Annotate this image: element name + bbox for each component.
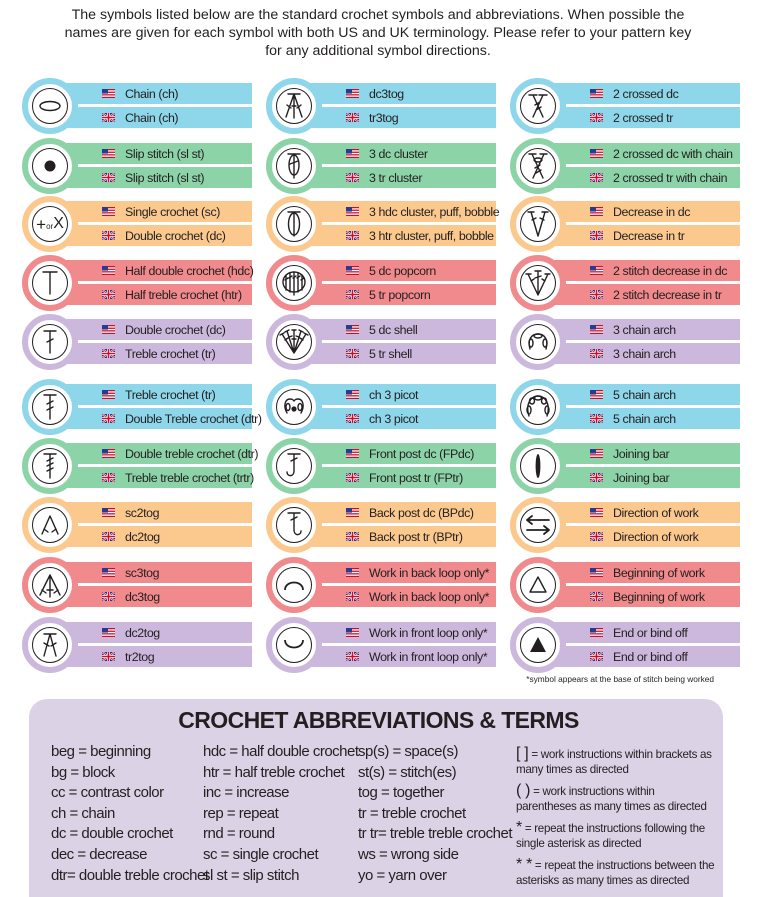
uk-flag-icon: [102, 173, 115, 182]
uk-flag-icon: [102, 290, 115, 299]
us-flag-icon: [102, 89, 115, 98]
symbol-entry: [266, 314, 496, 370]
uk-term: Chain (ch): [125, 110, 179, 125]
uk-term: Treble crochet (tr): [125, 346, 216, 361]
abbreviation-item: dc = double crochet: [51, 825, 173, 843]
uk-term: 3 tr cluster: [369, 170, 423, 185]
symbol-entry: [266, 255, 496, 311]
note-item: [516, 820, 716, 851]
symbol-circle: [266, 497, 322, 553]
abbreviation-item: sp(s) = space(s): [358, 743, 458, 760]
symbol-entry: [22, 557, 252, 613]
us-term: Chain (ch): [125, 86, 179, 101]
us-term: Decrease in dc: [613, 204, 691, 219]
us-flag-icon: [590, 508, 603, 517]
symbol-entry: [266, 497, 496, 553]
symbol-entry: [510, 438, 740, 494]
or-glyph: or: [46, 222, 54, 231]
abbreviation-column-2: [203, 742, 359, 886]
half-double-crochet-t-icon: [32, 265, 68, 301]
us-flag-icon: [346, 508, 359, 517]
uk-term: Front post tr (FPtr): [369, 470, 463, 485]
abbreviation-column-3: [358, 742, 512, 886]
us-term: Slip stitch (sl st): [125, 146, 205, 161]
us-flag-icon: [590, 207, 603, 216]
uk-term: Half treble crochet (htr): [125, 287, 242, 302]
direction-arrows-icon: [520, 507, 556, 543]
intro-line: names are given for each symbol with both US and UK terminology. Please refer to your pattern key: [64, 25, 692, 41]
abbreviation-item: st(s) = stitch(es): [358, 763, 457, 781]
us-term: 3 chain arch: [613, 322, 676, 337]
us-term: Back post dc (BPdc): [369, 505, 474, 520]
uk-flag-icon: [346, 173, 359, 182]
note-item: [516, 746, 716, 777]
us-flag-icon: [590, 149, 603, 158]
2-crossed-dc-with-chain-icon: [520, 148, 556, 184]
abbreviation-item: sc = single crochet: [203, 845, 319, 863]
abbreviation-item: rep = repeat: [203, 804, 279, 822]
symbol-entry: [266, 617, 496, 673]
us-flag-icon: [590, 266, 603, 275]
uk-flag-icon: [346, 473, 359, 482]
symbol-circle: [22, 557, 78, 613]
note-mark: ( ): [516, 782, 531, 799]
uk-flag-icon: [346, 349, 359, 358]
symbol-circle: [22, 379, 78, 435]
uk-flag-icon: [102, 592, 115, 601]
us-term: 3 hdc cluster, puff, bobble: [369, 204, 500, 219]
sc3tog-icon: [32, 567, 68, 603]
uk-term: Slip stitch (sl st): [125, 170, 205, 185]
us-term: 5 chain arch: [613, 387, 676, 402]
uk-flag-icon: [346, 231, 359, 240]
uk-term: 2 crossed tr with chain: [613, 170, 728, 185]
symbol-entry: [266, 138, 496, 194]
symbol-circle: [22, 497, 78, 553]
uk-flag-icon: [102, 349, 115, 358]
abbreviation-item: tr = treble crochet: [358, 804, 466, 822]
symbol-circle: [266, 138, 322, 194]
5dc-shell-icon: [276, 324, 312, 360]
notation-notes: [516, 746, 716, 894]
uk-term: 5 tr popcorn: [369, 287, 431, 302]
symbol-entry: [22, 255, 252, 311]
us-term: ch 3 picot: [369, 387, 419, 402]
end-triangle-icon: [520, 627, 556, 663]
uk-flag-icon: [346, 652, 359, 661]
us-flag-icon: [102, 149, 115, 158]
joining-bar-icon: [520, 448, 556, 484]
symbol-entry: [510, 497, 740, 553]
us-flag-icon: [590, 449, 603, 458]
abbreviation-item: dtr= double treble crochet: [51, 866, 209, 884]
note-text: = repeat the instructions between the asterisks as many times as directed: [516, 859, 715, 887]
decrease-icon: [520, 206, 556, 242]
symbol-circle: [266, 438, 322, 494]
us-term: Joining bar: [613, 446, 670, 461]
abbreviation-item: cc = contrast color: [51, 784, 164, 802]
us-term: Direction of work: [613, 505, 699, 520]
symbol-entry: [510, 255, 740, 311]
uk-term: Work in back loop only*: [369, 589, 490, 604]
plus-glyph: +: [36, 214, 47, 234]
uk-term: 2 crossed tr: [613, 110, 673, 125]
us-flag-icon: [590, 628, 603, 637]
symbol-circle: [22, 196, 78, 252]
us-term: 2 crossed dc: [613, 86, 679, 101]
symbol-circle: [510, 314, 566, 370]
us-term: dc2tog: [125, 625, 160, 640]
us-flag-icon: [102, 508, 115, 517]
single-crochet-plus-or-x-icon: [32, 206, 68, 242]
us-flag-icon: [102, 449, 115, 458]
us-flag-icon: [346, 266, 359, 275]
2-crossed-dc-icon: [520, 88, 556, 124]
uk-flag-icon: [590, 231, 603, 240]
symbol-entry: [510, 196, 740, 252]
symbol-entry: [22, 379, 262, 435]
symbol-entry: [266, 557, 496, 613]
uk-flag-icon: [346, 592, 359, 601]
us-term: Half double crochet (hdc): [125, 263, 254, 278]
us-term: Treble crochet (tr): [125, 387, 216, 402]
abbreviation-item: ch = chain: [51, 804, 115, 822]
symbol-circle: [22, 138, 78, 194]
us-term: dc3tog: [369, 86, 404, 101]
uk-flag-icon: [590, 113, 603, 122]
note-mark: *: [516, 819, 522, 836]
symbol-circle: [510, 617, 566, 673]
abbreviation-item: rnd = round: [203, 825, 275, 843]
uk-term: tr3tog: [369, 110, 399, 125]
uk-term: Treble treble crochet (trtr): [125, 470, 254, 485]
front-post-icon: [276, 448, 312, 484]
abbreviation-item: inc = increase: [203, 784, 289, 802]
back-post-icon: [276, 507, 312, 543]
us-term: sc2tog: [125, 505, 160, 520]
symbol-circle: [266, 78, 322, 134]
uk-term: 3 chain arch: [613, 346, 676, 361]
us-flag-icon: [590, 390, 603, 399]
abbreviation-item: yo = yarn over: [358, 866, 447, 884]
abbreviation-item: tr tr= treble treble crochet: [358, 825, 512, 843]
uk-flag-icon: [102, 414, 115, 423]
abbreviation-item: beg = beginning: [51, 743, 151, 760]
uk-term: ch 3 picot: [369, 411, 419, 426]
intro-line: The symbols listed below are the standard crochet symbols and abbreviations. When possible the: [71, 7, 685, 23]
symbol-entry: [266, 438, 496, 494]
uk-flag-icon: [590, 652, 603, 661]
front-loop-arc-icon: [276, 627, 312, 663]
uk-term: dc3tog: [125, 589, 160, 604]
sc2tog-icon: [32, 507, 68, 543]
symbol-circle: [266, 255, 322, 311]
symbol-circle: [22, 617, 78, 673]
abbreviation-item: tog = together: [358, 784, 444, 802]
symbol-entry: [22, 314, 252, 370]
symbol-circle: [266, 379, 322, 435]
us-term: Front post dc (FPdc): [369, 446, 474, 461]
symbol-circle: [22, 438, 78, 494]
symbol-entry: [266, 196, 500, 252]
symbol-entry: [22, 617, 252, 673]
us-flag-icon: [346, 390, 359, 399]
double-treble-crochet-icon: [32, 448, 68, 484]
5-chain-arch-icon: [520, 389, 556, 425]
symbol-circle: [510, 78, 566, 134]
5dc-popcorn-icon: [276, 265, 312, 301]
symbol-entry: [510, 138, 740, 194]
symbol-circle: [510, 497, 566, 553]
us-term: Work in front loop only*: [369, 625, 488, 640]
abbreviations-title: CROCHET ABBREVIATIONS & TERMS: [178, 707, 579, 733]
abbreviation-item: sl st = slip stitch: [203, 866, 299, 884]
uk-term: Double crochet (dc): [125, 228, 226, 243]
symbol-circle: [266, 557, 322, 613]
us-flag-icon: [590, 325, 603, 334]
us-flag-icon: [346, 568, 359, 577]
abbreviation-item: ws = wrong side: [358, 845, 459, 863]
symbol-entry: [266, 379, 496, 435]
abbreviation-column-1: [51, 742, 209, 886]
symbol-entry: [510, 617, 740, 673]
us-term: End or bind off: [613, 625, 688, 640]
abbreviation-item: htr = half treble crochet: [203, 763, 345, 781]
uk-term: Double Treble crochet (dtr): [125, 411, 262, 426]
uk-flag-icon: [346, 113, 359, 122]
note-mark: * *: [516, 856, 532, 873]
abbreviation-item: dec = decrease: [51, 845, 147, 863]
uk-flag-icon: [590, 349, 603, 358]
treble-crochet-icon: [32, 389, 68, 425]
symbol-circle: [266, 196, 322, 252]
us-flag-icon: [590, 89, 603, 98]
symbol-circle: [510, 196, 566, 252]
uk-flag-icon: [102, 231, 115, 240]
us-flag-icon: [102, 325, 115, 334]
symbol-circle: [22, 255, 78, 311]
uk-term: Beginning of work: [613, 589, 705, 604]
footnote: *symbol appears at the base of stitch being worked: [526, 674, 714, 684]
uk-flag-icon: [102, 532, 115, 541]
symbol-circle: [510, 255, 566, 311]
symbol-entry: [510, 379, 740, 435]
symbol-circle: [510, 438, 566, 494]
us-flag-icon: [102, 390, 115, 399]
note-text: = repeat the instructions following the single asterisk as directed: [516, 822, 705, 850]
symbol-circle: [22, 78, 78, 134]
uk-flag-icon: [590, 290, 603, 299]
us-term: sc3tog: [125, 565, 160, 580]
note-mark: [ ]: [516, 745, 529, 762]
us-term: 5 dc shell: [369, 322, 418, 337]
uk-flag-icon: [102, 113, 115, 122]
symbol-circle: [510, 379, 566, 435]
uk-flag-icon: [102, 473, 115, 482]
uk-flag-icon: [346, 414, 359, 423]
note-item: [516, 857, 716, 888]
symbol-entry: [510, 557, 740, 613]
uk-term: Back post tr (BPtr): [369, 529, 463, 544]
uk-flag-icon: [590, 532, 603, 541]
uk-term: Joining bar: [613, 470, 670, 485]
uk-flag-icon: [346, 290, 359, 299]
dc2tog-icon: [32, 627, 68, 663]
back-loop-arc-icon: [276, 567, 312, 603]
slip-stitch-dot-icon: [32, 148, 68, 184]
uk-flag-icon: [346, 532, 359, 541]
symbol-circle: [266, 617, 322, 673]
us-flag-icon: [346, 89, 359, 98]
uk-flag-icon: [102, 652, 115, 661]
symbol-entry: [22, 196, 252, 252]
abbreviation-item: hdc = half double crochet: [203, 743, 359, 760]
symbol-circle: [266, 314, 322, 370]
uk-flag-icon: [590, 592, 603, 601]
2-stitch-decrease-icon: [520, 265, 556, 301]
x-glyph: X: [53, 215, 64, 232]
us-flag-icon: [102, 207, 115, 216]
note-text: = work instructions within brackets as many times as directed: [516, 748, 712, 776]
beginning-triangle-icon: [520, 567, 556, 603]
uk-term: 2 stitch decrease in tr: [613, 287, 722, 302]
note-item: [516, 783, 716, 814]
us-flag-icon: [346, 449, 359, 458]
uk-term: Decrease in tr: [613, 228, 685, 243]
chain-oval-icon: [32, 88, 68, 124]
us-term: Work in back loop only*: [369, 565, 490, 580]
us-flag-icon: [346, 325, 359, 334]
ch3-picot-icon: [276, 389, 312, 425]
us-term: Single crochet (sc): [125, 204, 221, 219]
us-flag-icon: [102, 266, 115, 275]
us-term: Beginning of work: [613, 565, 705, 580]
us-term: 2 crossed dc with chain: [613, 146, 733, 161]
us-flag-icon: [346, 207, 359, 216]
note-text: = work instructions within parentheses as many times as directed: [516, 785, 707, 813]
us-flag-icon: [346, 628, 359, 637]
uk-term: Direction of work: [613, 529, 699, 544]
us-flag-icon: [102, 568, 115, 577]
3dc-cluster-icon: [276, 148, 312, 184]
3-chain-arch-icon: [520, 324, 556, 360]
uk-flag-icon: [590, 473, 603, 482]
symbol-entry: [510, 314, 740, 370]
us-term: 3 dc cluster: [369, 146, 428, 161]
3hdc-cluster-puff-icon: [276, 206, 312, 242]
us-flag-icon: [102, 628, 115, 637]
us-term: 2 stitch decrease in dc: [613, 263, 728, 278]
uk-term: Work in front loop only*: [369, 649, 488, 664]
dc3tog-icon: [276, 88, 312, 124]
symbol-entry: [22, 497, 252, 553]
symbol-entry: [22, 138, 252, 194]
symbol-circle: [510, 138, 566, 194]
double-crochet-icon: [32, 324, 68, 360]
us-term: Double crochet (dc): [125, 322, 226, 337]
abbreviation-item: bg = block: [51, 763, 115, 781]
us-flag-icon: [346, 149, 359, 158]
symbol-circle: [22, 314, 78, 370]
symbol-entry: [22, 78, 252, 134]
uk-term: tr2tog: [125, 649, 155, 664]
uk-term: 5 tr shell: [369, 346, 412, 361]
us-term: Double treble crochet (dtr): [125, 446, 259, 461]
us-term: 5 dc popcorn: [369, 263, 436, 278]
symbol-entry: [266, 78, 496, 134]
uk-flag-icon: [590, 173, 603, 182]
uk-term: dc2tog: [125, 529, 160, 544]
symbol-circle: [510, 557, 566, 613]
symbol-entry: [22, 438, 259, 494]
uk-term: 5 chain arch: [613, 411, 676, 426]
us-flag-icon: [590, 568, 603, 577]
uk-term: End or bind off: [613, 649, 688, 664]
symbol-entry: [510, 78, 740, 134]
intro-line: for any additional symbol directions.: [265, 43, 491, 59]
uk-flag-icon: [590, 414, 603, 423]
uk-term: 3 htr cluster, puff, bobble: [369, 228, 494, 243]
